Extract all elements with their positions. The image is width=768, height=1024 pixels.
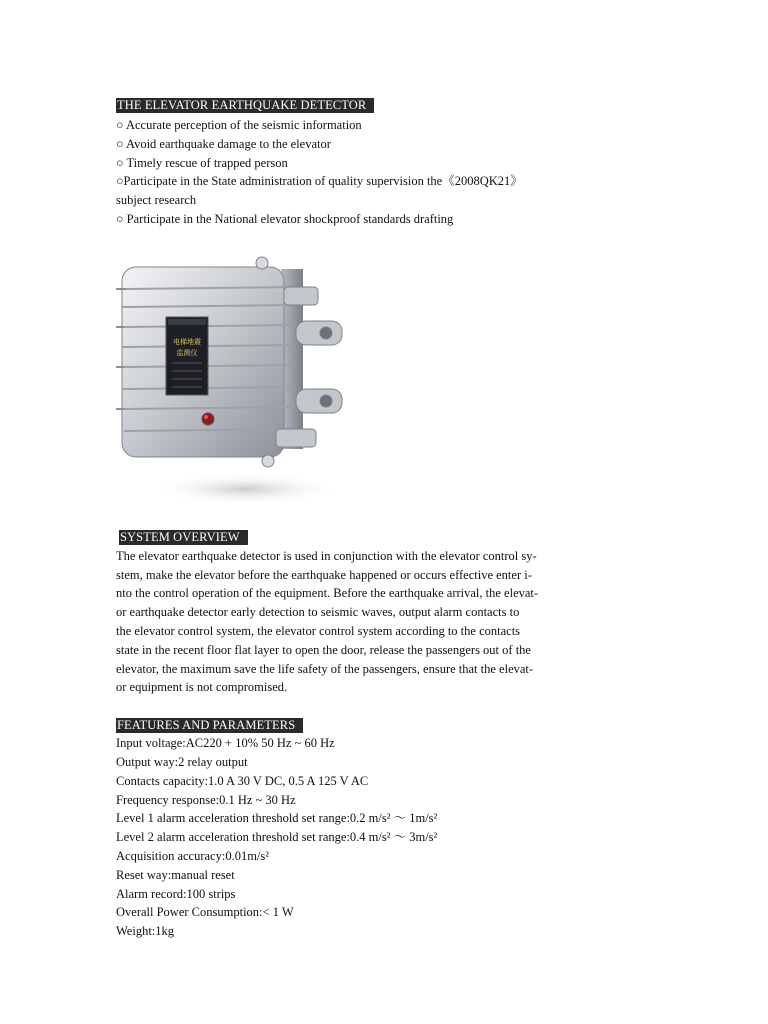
parameter-item: Level 1 alarm acceleration threshold set range:0.2 m/s² ～ 1m/s² (116, 811, 438, 826)
paragraph-line: state in the recent floor flat layer to open the door, release the passengers out of the (116, 642, 531, 657)
parameter-item: Reset way:manual reset (116, 867, 235, 882)
parameter-item: Contacts capacity:1.0 A 30 V DC, 0.5 A 125 V AC (116, 773, 369, 788)
paragraph-line: stem, make the elevator before the earthquake happened or occurs effective enter i- (116, 567, 532, 582)
label-line-2: 监测仪 (176, 348, 198, 357)
intro-bullet-list (116, 116, 586, 229)
paragraph-line: nto the control operation of the equipment. Before the earthquake arrival, the elevat- (116, 586, 539, 601)
intro-bullet-continuation: subject research (116, 193, 197, 208)
paragraph-line: elevator, the maximum save the life safety of the passengers, ensure that the elevat- (116, 661, 534, 676)
parameter-item: Overall Power Consumption:< 1 W (116, 905, 294, 920)
parameter-item: Output way:2 relay output (116, 754, 248, 769)
intro-heading: THE ELEVATOR EARTHQUAKE DETECTOR (116, 98, 374, 113)
intro-bullet: ○ Timely rescue of trapped person (116, 155, 288, 170)
section-intro (116, 96, 586, 229)
label-line-1: 电梯地震 (173, 337, 201, 346)
parameter-list (116, 734, 586, 941)
product-photo (116, 249, 356, 514)
parameter-item: Weight:1kg (116, 924, 175, 939)
paragraph-line: or equipment is not compromised. (116, 680, 288, 695)
system-overview-paragraph (116, 547, 586, 697)
section-features-parameters (116, 716, 586, 941)
features-heading: FEATURES AND PARAMETERS (116, 718, 303, 733)
detector-device-image (116, 249, 356, 514)
intro-bullet: ○ Avoid earthquake damage to the elevator (116, 136, 331, 151)
intro-bullet: ○ Participate in the National elevator shockproof standards drafting (116, 211, 454, 226)
intro-bullet: ○ Accurate perception of the seismic information (116, 118, 362, 132)
system-overview-heading: SYSTEM OVERVIEW (119, 530, 248, 545)
parameter-item: Level 2 alarm acceleration threshold set range:0.4 m/s² ～ 3m/s² (116, 830, 438, 845)
paragraph-line: The elevator earthquake detector is used in conjunction with the elevator control sy- (116, 548, 537, 563)
intro-bullet: ○Participate in the State administration of quality supervision the《2008QK21》 (116, 174, 523, 189)
section-system-overview (116, 528, 586, 697)
parameter-item: Acquisition accuracy:0.01m/s² (116, 848, 270, 863)
paragraph-line: the elevator control system, the elevator control system according to the contacts (116, 623, 521, 638)
document-page (116, 96, 586, 941)
parameter-item: Frequency response:0.1 Hz ~ 30 Hz (116, 792, 296, 807)
parameter-item: Input voltage:AC220 + 10% 50 Hz ~ 60 Hz (116, 736, 335, 751)
parameter-item: Alarm record:100 strips (116, 886, 236, 901)
paragraph-line: or earthquake detector early detection to seismic waves, output alarm contacts to (116, 605, 520, 620)
